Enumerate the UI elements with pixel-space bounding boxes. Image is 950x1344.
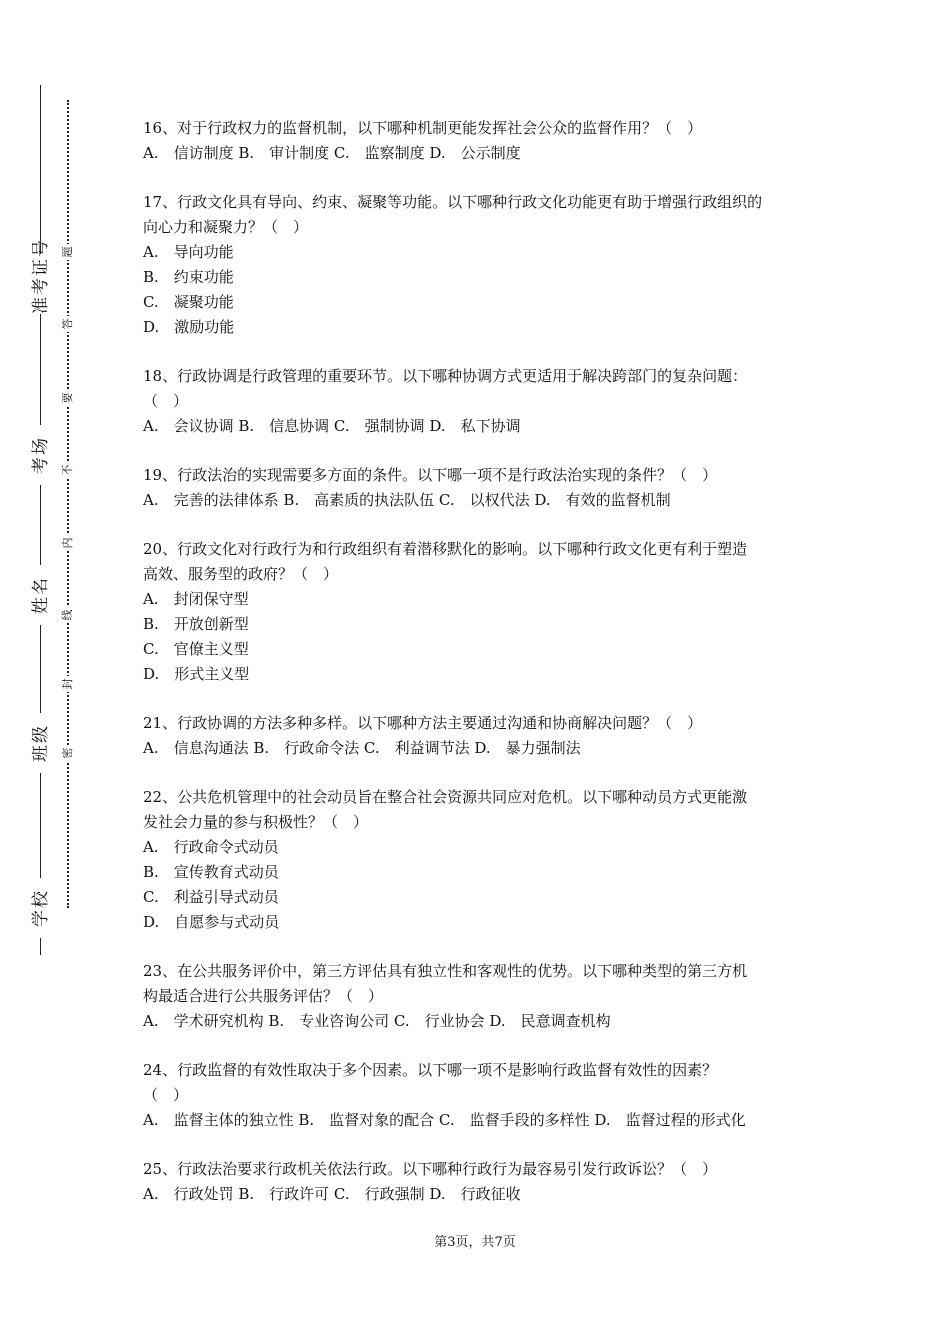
option-a: A. 行政命令式动员 xyxy=(143,838,279,856)
question-stem: 21、行政协调的方法多种多样。以下哪种方法主要通过沟通和协商解决问题？（ ） xyxy=(143,714,703,732)
question-list xyxy=(143,116,823,1207)
question-stem: 22、公共危机管理中的社会动员旨在整合社会资源共同应对危机。以下哪种动员方式更能激 xyxy=(143,788,748,806)
question-19 xyxy=(143,463,823,513)
name-label: 姓名 xyxy=(29,565,53,625)
question-stem: 25、行政法治要求行政机关依法行政。以下哪种行政行为最容易引发行政诉讼？（ ） xyxy=(143,1160,718,1178)
question-stem: 19、行政法治的实现需要多方面的条件。以下哪一项不是行政法治实现的条件？（ ） xyxy=(143,466,718,484)
question-options: A. 会议协调 B. 信息协调 C. 强制协调 D. 私下协调 xyxy=(143,417,521,435)
class-label: 班级 xyxy=(29,713,53,773)
question-options: A. 行政处罚 B. 行政许可 C. 行政强制 D. 行政征收 xyxy=(143,1185,521,1203)
question-stem: （ ） xyxy=(143,392,189,410)
seal-char: 内 xyxy=(60,535,76,551)
question-stem: 向心力和凝聚力？（ ） xyxy=(143,218,309,236)
question-stem: 18、行政协调是行政管理的重要环节。以下哪种协调方式更适用于解决跨部门的复杂问题： xyxy=(143,367,748,385)
option-b: B. 约束功能 xyxy=(143,268,234,286)
question-options: A. 信访制度 B. 审计制度 C. 监察制度 D. 公示制度 xyxy=(143,144,521,162)
question-stem: 高效、服务型的政府？（ ） xyxy=(143,565,339,583)
question-stem: 发社会力量的参与积极性？（ ） xyxy=(143,813,369,831)
question-23 xyxy=(143,959,823,1034)
seal-char: 封 xyxy=(60,676,76,692)
option-c: C. 利益引导式动员 xyxy=(143,888,279,906)
question-stem: 20、行政文化对行政行为和行政组织有着潜移默化的影响。以下哪种行政文化更有利于塑造 xyxy=(143,540,748,558)
question-20 xyxy=(143,537,823,687)
seal-dotted-line xyxy=(67,100,69,908)
option-a: A. 导向功能 xyxy=(143,243,234,261)
option-c: C. 凝聚功能 xyxy=(143,293,234,311)
question-options: A. 监督主体的独立性 B. 监督对象的配合 C. 监督手段的多样性 D. 监督过程的形式化 xyxy=(143,1111,746,1129)
seal-char: 题 xyxy=(60,244,76,260)
option-d: D. 形式主义型 xyxy=(143,665,250,683)
option-c: C. 官僚主义型 xyxy=(143,640,249,658)
school-label: 学校 xyxy=(29,878,53,938)
page-number: 第3页，共7页 xyxy=(434,1235,516,1250)
question-21 xyxy=(143,711,823,761)
option-a: A. 封闭保守型 xyxy=(143,590,249,608)
option-d: D. 激励功能 xyxy=(143,318,235,336)
question-options: A. 完善的法律体系 B. 高素质的执法队伍 C. 以权代法 D. 有效的监督机制 xyxy=(143,491,671,509)
question-16 xyxy=(143,116,823,166)
question-stem: 24、行政监督的有效性取决于多个因素。以下哪一项不是影响行政监督有效性的因素？ xyxy=(143,1061,718,1079)
question-24 xyxy=(143,1058,823,1133)
seal-char: 要 xyxy=(60,390,76,406)
question-17 xyxy=(143,190,823,340)
question-stem: 17、行政文化具有导向、约束、凝聚等功能。以下哪种行政文化功能更有助于增强行政组织的 xyxy=(143,193,763,211)
question-options: A. 信息沟通法 B. 行政命令法 C. 利益调节法 D. 暴力强制法 xyxy=(143,739,581,757)
question-25 xyxy=(143,1157,823,1207)
question-stem: 构最适合进行公共服务评估？（ ） xyxy=(143,987,384,1005)
question-stem: 23、在公共服务评价中，第三方评估具有独立性和客观性的优势。以下哪种类型的第三方机 xyxy=(143,962,748,980)
seal-char: 答 xyxy=(60,316,76,332)
question-18 xyxy=(143,364,823,439)
seal-char: 不 xyxy=(60,462,76,478)
question-options: A. 学术研究机构 B. 专业咨询公司 C. 行业协会 D. 民意调查机构 xyxy=(143,1012,611,1030)
option-b: B. 开放创新型 xyxy=(143,615,249,633)
question-stem: 16、对于行政权力的监督机制，以下哪种机制更能发挥社会公众的监督作用？（ ） xyxy=(143,119,703,137)
question-22 xyxy=(143,785,823,935)
option-d: D. 自愿参与式动员 xyxy=(143,913,280,931)
seal-char: 线 xyxy=(60,607,76,623)
option-b: B. 宣传教育式动员 xyxy=(143,863,279,881)
binding-margin-line xyxy=(40,85,41,955)
seal-char: 密 xyxy=(60,745,76,761)
exam-number-label: 准考证号 xyxy=(31,238,51,314)
question-stem: （ ） xyxy=(143,1086,189,1104)
exam-room-label: 考场 xyxy=(29,425,53,485)
